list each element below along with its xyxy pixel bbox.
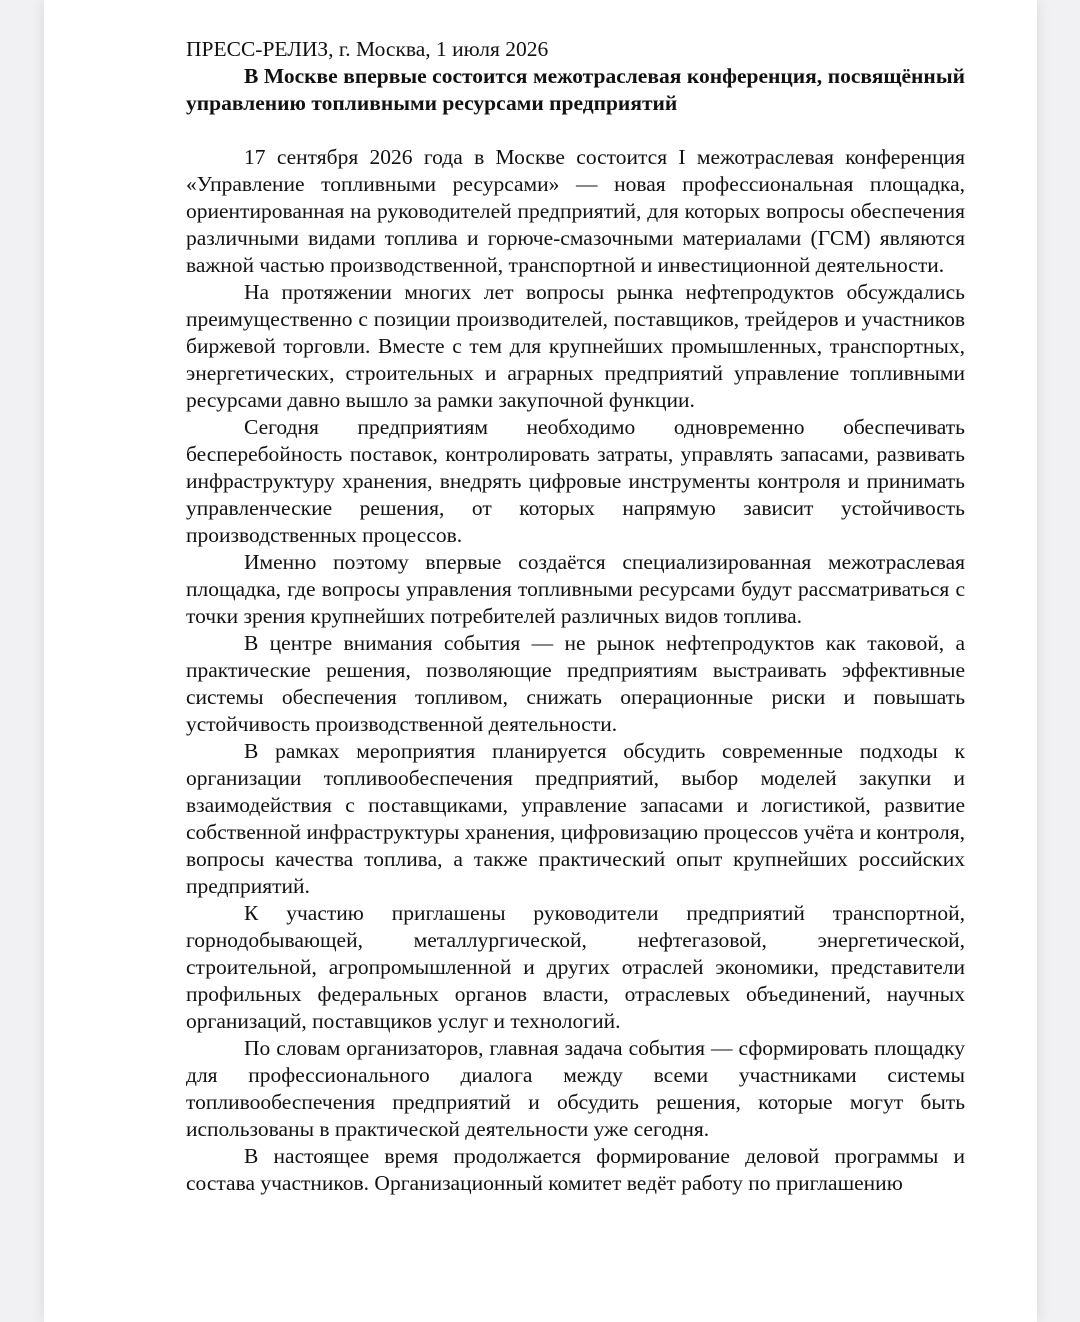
paragraph-3: Сегодня предприятиям необходимо одновременно обеспечивать бесперебойность поставок, контролировать затраты, управлять запасами, развивать инфраструктуру хранения, внедрять цифровые инструменты контроля и принимать управленческие решения, от которых напрямую зависит устойчивость производственных процессов.	[186, 415, 965, 547]
paragraph-8: По словам организаторов, главная задача события — сформировать площадку для профессионального диалога между всеми участниками системы топливообеспечения предприятий и обсудить решения, которые могут быть использованы в практической деятельности уже сегодня.	[186, 1036, 965, 1141]
paragraph-2: На протяжении многих лет вопросы рынка нефтепродуктов обсуждались преимущественно с позиции производителей, поставщиков, трейдеров и участников биржевой торговли. Вместе с тем для крупнейших промышленных, транспортных, энергетических, строительных и аграрных предприятий управление топливными ресурсами давно вышло за рамки закупочной функции.	[186, 280, 965, 412]
document-body	[186, 36, 965, 1197]
paragraph-9: В настоящее время продолжается формирование деловой программы и состава участников. Организационный комитет ведёт работу по приглашению	[186, 1144, 965, 1195]
paragraph-1: 17 сентября 2026 года в Москве состоится I межотраслевая конференция «Управление топливными ресурсами» — новая профессиональная площадка, ориентированная на руководителей предприятий, для которых вопросы обеспечения различными видами топлива и горюче-смазочными материалами (ГСМ) являются важной частью производственной, транспортной и инвестиционной деятельности.	[186, 145, 965, 277]
paragraph-4: Именно поэтому впервые создаётся специализированная межотраслевая площадка, где вопросы управления топливными ресурсами будут рассматриваться с точки зрения крупнейших потребителей различных видов топлива.	[186, 550, 965, 628]
document-page	[44, 0, 1037, 1322]
document-title: В Москве впервые состоится межотраслевая конференция, посвящённый управлению топливными ресурсами предприятий	[186, 64, 965, 115]
paragraph-6: В рамках мероприятия планируется обсудить современные подходы к организации топливообеспечения предприятий, выбор моделей закупки и взаимодействия с поставщиками, управление запасами и логистикой, развитие собственной инфраструктуры хранения, цифровизацию процессов учёта и контроля, вопросы качества топлива, а также практический опыт крупнейших российских предприятий.	[186, 739, 965, 898]
press-release-header: ПРЕСС-РЕЛИЗ, г. Москва, 1 июля 2026	[186, 37, 549, 61]
paragraph-7: К участию приглашены руководители предприятий транспортной, горнодобывающей, металлургической, нефтегазовой, энергетической, строительной, агропромышленной и других отраслей экономики, представители профильных федеральных органов власти, отраслевых объединений, научных организаций, поставщиков услуг и технологий.	[186, 901, 965, 1033]
paragraph-5: В центре внимания события — не рынок нефтепродуктов как таковой, а практические решения, позволяющие предприятиям выстраивать эффективные системы обеспечения топливом, снижать операционные риски и повышать устойчивость производственной деятельности.	[186, 631, 965, 736]
blank-line	[186, 117, 965, 144]
